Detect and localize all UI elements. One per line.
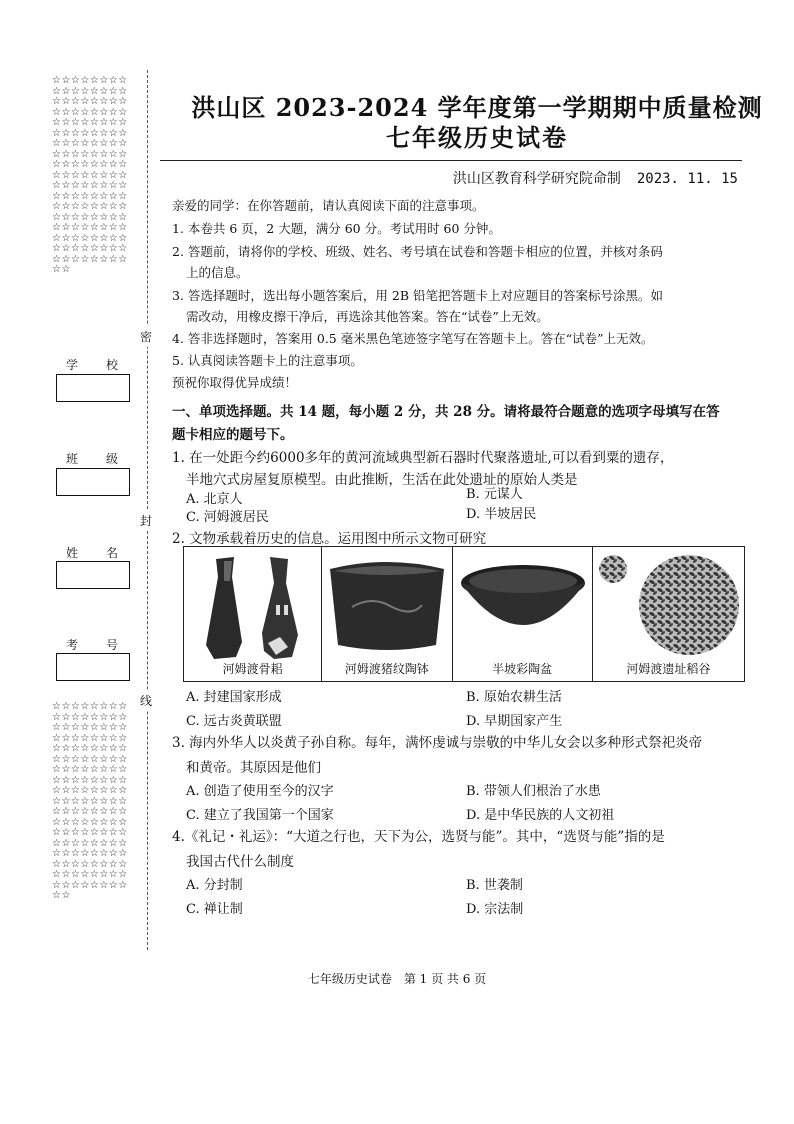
issuer-line (453, 168, 738, 188)
notice-item-4: 4. 答非选择题时，答案用 0.5 毫米黑色笔迹签字笔写在答题卡上。答在“试卷”上无效。 (172, 331, 654, 346)
field-label-name: 姓 名 (66, 546, 118, 560)
q3-option-c: C. 建立了我国第一个国家 (186, 808, 334, 823)
decorative-stars-bottom: ☆☆☆☆☆☆☆☆☆☆☆☆☆☆☆☆☆☆☆☆☆☆☆☆☆☆☆☆☆☆☆☆☆☆☆☆☆☆☆☆☆☆☆☆☆☆☆☆☆☆☆☆☆☆☆☆☆☆☆☆☆☆☆☆☆☆☆☆☆☆☆☆☆☆☆☆☆☆☆☆☆☆☆☆☆☆☆☆☆☆☆☆☆☆☆☆☆☆☆☆☆☆☆☆☆☆☆☆☆☆☆☆☆☆☆☆☆☆☆☆☆☆☆☆☆☆☆☆☆☆☆☆☆☆☆☆☆☆☆☆☆☆☆☆☆☆ (52, 702, 128, 901)
q4-stem-cont: 我国古代什么制度 (186, 854, 294, 870)
q4-option-d: D. 宗法制 (466, 902, 524, 917)
caption-bone-spade: 河姆渡骨耜 (222, 662, 283, 676)
q3-option-b: B. 带领人们根治了水患 (466, 784, 601, 799)
q3-option-a: A. 创造了使用至今的汉字 (186, 784, 334, 799)
section-heading: 一、单项选择题。共 14 题，每小题 2 分，共 28 分。请将最符合题意的选项字母填写在答 (172, 404, 720, 420)
q4-stem: 4.《礼记・礼运》：“大道之行也，天下为公，选贤与能”。其中，“选贤与能”指的是 (172, 829, 665, 845)
q2-stem: 2. 文物承载着历史的信息。运用图中所示文物可研究 (172, 531, 487, 547)
notice-item-1: 1. 本卷共 6 页，2 大题，满分 60 分。考试用时 60 分钟。 (172, 221, 501, 236)
q1-option-d: D. 半坡居民 (466, 507, 537, 522)
school-field[interactable] (56, 374, 130, 402)
seal-char-mi: 密 (140, 326, 152, 347)
notice-item-3: 3. 答选择题时，选出每小题答案后，用 2B 铅笔把答题卡上对应题目的答案标号涂黑。如 (172, 288, 663, 303)
issuer: 洪山区教育科学研究院命制 (452, 171, 621, 187)
artifact-bone-spade (184, 547, 322, 681)
q1-stem-cont: 半地穴式房屋复原模型。由此推断，生活在此处遗址的原始人类是 (186, 472, 578, 488)
field-label-school: 学 校 (66, 358, 118, 372)
q2-option-b: B. 原始农耕生活 (466, 690, 562, 705)
q2-option-d: D. 早期国家产生 (466, 714, 563, 729)
seal-char-feng: 封 (140, 510, 152, 531)
notice-item-5: 5. 认真阅读答题卡上的注意事项。 (172, 353, 363, 368)
notice-item-2-cont: 上的信息。 (186, 265, 249, 280)
name-field[interactable] (56, 561, 130, 589)
exam-title: 洪山区 2023-2024 学年度第一学期期中质量检测 (191, 93, 763, 122)
q1-stem: 1. 在一处距今约6000多年的黄河流域典型新石器时代聚落遗址,可以看到粟的遗存， (172, 450, 674, 466)
q4-option-a: A. 分封制 (186, 878, 243, 893)
notice-intro: 亲爱的同学：在你答题前，请认真阅读下面的注意事项。 (172, 198, 485, 213)
field-label-class: 班 级 (66, 452, 118, 466)
q3-stem: 3. 海内外华人以炎黄子孙自称。每年，满怀虔诚与崇敬的中华儿女会以多种形式祭祀炎帝 (172, 735, 703, 751)
class-field[interactable] (56, 468, 130, 496)
section-heading-cont: 题卡相应的题号下。 (172, 427, 294, 443)
notice-wish: 预祝你取得优异成绩！ (172, 375, 298, 390)
caption-pig-bowl: 河姆渡猪纹陶钵 (344, 662, 429, 676)
q4-option-c: C. 禅让制 (186, 902, 243, 917)
caption-painted-basin: 半坡彩陶盆 (492, 662, 553, 676)
artifact-painted-basin (453, 547, 593, 681)
exam-date: 2023. 11. 15 (636, 171, 738, 187)
notice-item-3-cont: 需改动，用橡皮擦干净后，再选涂其他答案。答在“试卷”上无效。 (186, 309, 549, 324)
q1-option-c: C. 河姆渡居民 (186, 510, 269, 525)
exam-number-field[interactable] (56, 653, 130, 681)
field-label-exam-number: 考 号 (66, 638, 118, 652)
q2-option-c: C. 远古炎黄联盟 (186, 714, 282, 729)
q3-option-d: D. 是中华民族的人文初祖 (466, 808, 615, 823)
header-rule (160, 160, 742, 161)
q2-option-a: A. 封建国家形成 (186, 690, 282, 705)
seal-char-xian: 线 (140, 690, 152, 711)
q1-option-b: B. 元谋人 (466, 487, 523, 502)
caption-rice-grains: 河姆渡遗址稻谷 (626, 662, 711, 676)
q4-option-b: B. 世袭制 (466, 878, 523, 893)
notice-item-2: 2. 答题前，请将你的学校、班级、姓名、考号填在试卷和答题卡相应的位置，并核对条码 (172, 244, 663, 259)
artifact-pig-bowl (322, 547, 452, 681)
decorative-stars-top: ☆☆☆☆☆☆☆☆☆☆☆☆☆☆☆☆☆☆☆☆☆☆☆☆☆☆☆☆☆☆☆☆☆☆☆☆☆☆☆☆☆☆☆☆☆☆☆☆☆☆☆☆☆☆☆☆☆☆☆☆☆☆☆☆☆☆☆☆☆☆☆☆☆☆☆☆☆☆☆☆☆☆☆☆☆☆☆☆☆☆☆☆☆☆☆☆☆☆☆☆☆☆☆☆☆☆☆☆☆☆☆☆☆☆☆☆☆☆☆☆☆☆☆☆☆☆☆☆☆☆☆☆☆☆☆☆☆☆☆☆☆☆☆☆☆☆ (52, 76, 128, 275)
page-footer: 七年级历史试卷 第 1 页 共 6 页 (307, 972, 487, 986)
artifact-figure (183, 546, 745, 682)
artifact-rice-grains (593, 547, 744, 681)
q1-option-a: A. 北京人 (186, 492, 243, 507)
exam-subtitle: 七年级历史试卷 (386, 123, 568, 152)
q3-stem-cont: 和黄帝。其原因是他们 (186, 760, 321, 776)
